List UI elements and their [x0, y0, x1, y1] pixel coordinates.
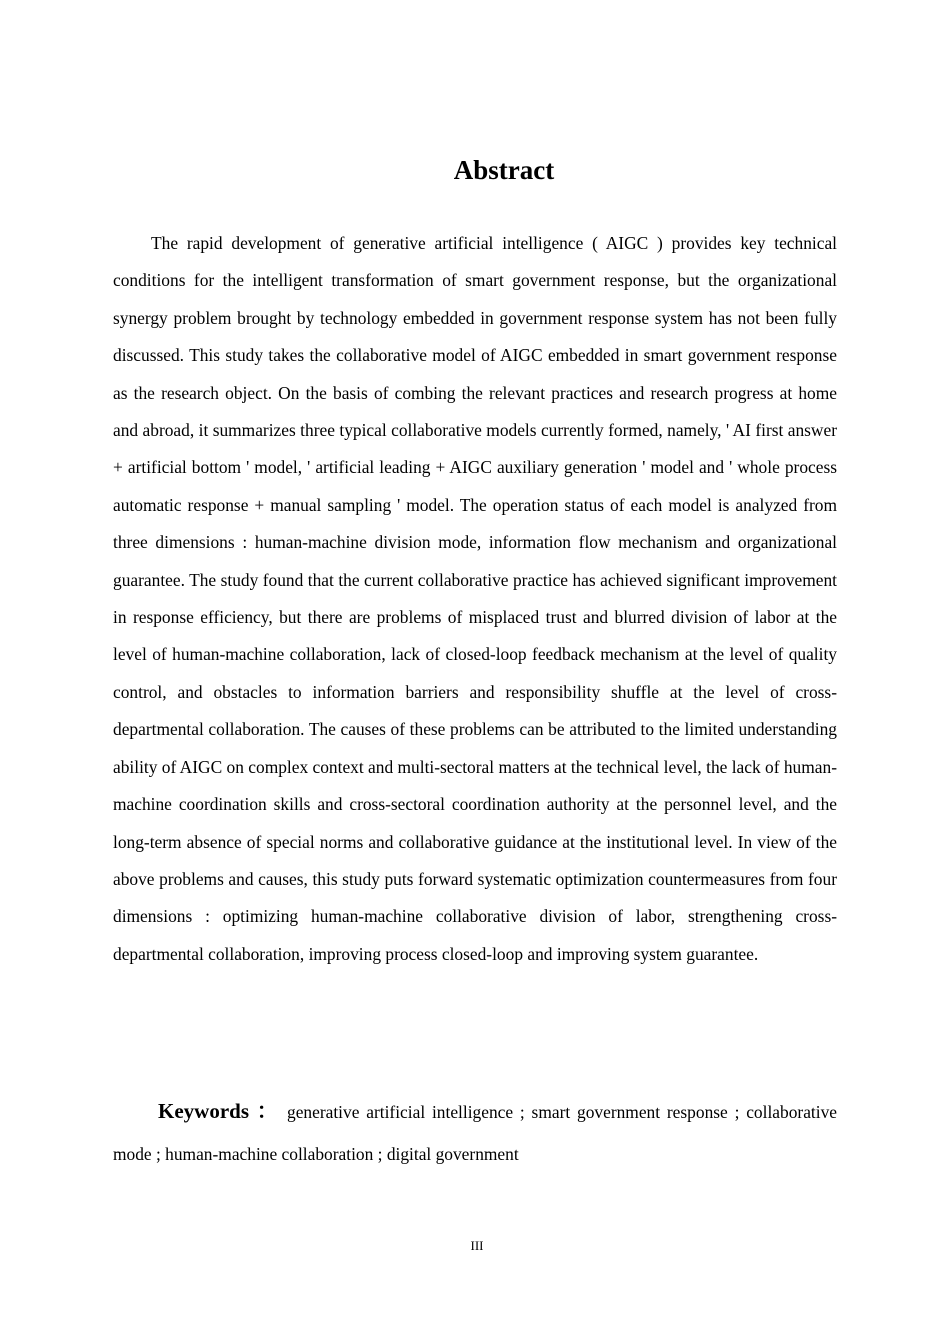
- abstract-paragraph: The rapid development of generative artificial intelligence ( AIGC ) provides key technical conditions for the intelligent transformation of smart government response, but the organizational synergy problem brought by technology embedded in government response system has not been fully discussed. This study takes the collaborative model of AIGC embedded in smart government response as the research object. On the basis of combing the relevant practices and research progress at home and abroad, it summarizes three typical collaborative models currently formed, namely, ' AI first answer + artificial bottom ' model, ' artificial leading + AIGC auxiliary generation ' model and ' whole process automatic response + manual sampling ' model. The operation status of each model is analyzed from three dimensions : human-machine division mode, information flow mechanism and organizational guarantee. The study found that the current collaborative practice has achieved significant improvement in response efficiency, but there are problems of misplaced trust and blurred division of labor at the level of human-machine collaboration, lack of closed-loop feedback mechanism at the level of quality control, and obstacles to information barriers and responsibility shuffle at the level of cross-departmental collaboration. The causes of these problems can be attributed to the limited understanding ability of AIGC on complex context and multi-sectoral matters at the technical level, the lack of human-machine coordination skills and cross-sectoral coordination authority at the personnel level, and the long-term absence of special norms and collaborative guidance at the institutional level. In view of the above problems and causes, this study puts forward systematic optimization countermeasures from four dimensions : optimizing human-machine collaborative division of labor, strengthening cross-departmental collaboration, improving process closed-loop and improving system guarantee.: [113, 233, 837, 964]
- page-number: III: [470, 1238, 484, 1253]
- keywords-label: Keywords ：: [158, 1099, 281, 1123]
- keywords-list: generative artificial intelligence ; smart government response ; collaborative mode ; human-machine collaboration ; digital government: [113, 1102, 837, 1164]
- page-title: Abstract: [453, 155, 555, 185]
- keywords-paragraph: [113, 1090, 837, 1175]
